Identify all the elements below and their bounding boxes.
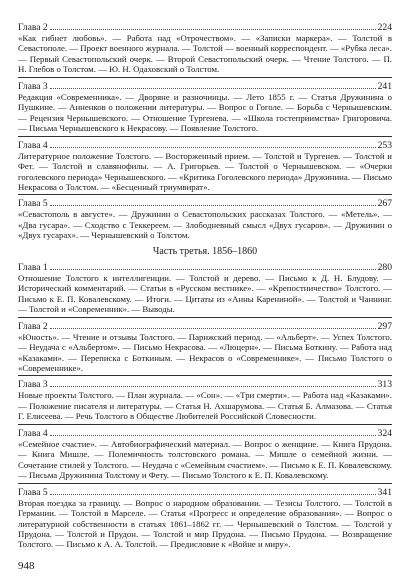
chapter-title: Глава 2 [18,22,48,33]
toc-heading [18,321,392,332]
dot-leader [50,494,376,495]
chapter-title: Глава 5 [18,198,48,210]
chapter-title: Глава 4 [18,427,48,439]
chapter-summary: Литературное положение Толстого. — Восторженный прием. — Толстой и Тургенев. — Толстой и Фет. — Толстой и славянофилы. — А. Григорьев. — Толстой о Чернышевском. — «Очерки гоголевского периода» Чернышевского. — «Критика Гоголевского периода» Дружинина. — Письмо Некрасова о Толстом. — «Бесценный триумвират». [18,150,392,192]
dot-leader [50,386,376,387]
dot-leader [50,205,376,206]
chapter-title: Глава 2 [18,320,48,332]
chapter-title: Глава 1 [18,261,48,273]
part-heading: Часть третья. 1856–1860 [152,245,258,257]
dot-leader [50,328,376,329]
dot-leader [50,147,376,148]
dot-leader [50,269,376,270]
chapter-summary: Редакция «Современника». — Дворяне и разночинцы. — Лето 1855 г. — Статья Дружинина о Пушкине. — Анненков о положении литературы. — Вопрос о Гоголе. — Борьба с Чернышевским. — Рецензия Чернышевского. — Отношение Тургенева. — «Школа гостеприимства» Григоровича. — Письма Чернышевского к Некрасову. — Появление Толстого. [18,91,392,134]
chapter-summary: «Севастополь в августе». — Дружинин о Севастопольских рассказах Толстого. — «Метель». — «Два гусара». — Сходство с Теккереем. — Злободневный смысл «Двух гусаров». — Дружинин о «Двух гусарах». — Чернышевский о Толстом. [18,209,392,241]
divider [18,194,392,195]
chapter-summary: «Юность». — Чтение и отзывы Толстого. — Парижский период. — «Альберт». — Успех Толстого. — Неудача с «Альбертом». — Письмо Некрасова. — «Люцерн». — Письма Боткину. — Работа над «Казаками». — Переписка с Боткиным. — Некрасов о «Современнике». — Письмо Толстого о «Современнике». [18,331,392,373]
page-number: 313 [377,379,392,391]
toc-heading [18,379,392,390]
page-number: 267 [377,198,392,210]
dot-leader [50,435,376,436]
page-number: 253 [377,139,392,151]
toc-heading [18,262,392,273]
table-of-contents [18,20,392,550]
toc-heading [18,428,392,439]
chapter-title: Глава 5 [18,486,48,498]
divider [18,483,392,484]
chapter-summary: «Семейное счастие». — Автобиографический материал. — Вопрос о женщине. — Книга Прудона. — Книга Мишле. — Полемичность толстовского романа. — Мишле о семейной жизни. — Сочетание стилей у Толстого. — Неудача с «Семейным счастием». — Письмо к Е. П. Ковалевскому. — Письма Дружинина Толстому и Фету. — Письмо Толстого к Е. П. Ковалевскому. [18,438,392,481]
chapter-title: Глава 3 [18,379,48,391]
chapter-title: Глава 3 [18,80,48,92]
divider [18,424,392,425]
page-number: 297 [377,320,392,332]
dot-leader [50,88,376,89]
chapter-summary: «Как гибнет любовь». — Работа над «Отрочеством». — «Записки маркера». — Толстой в Севастополе. — Проект военного журнала. — Толстой — военный корреспондент. — «Рубка леса». — Первый Севастопольский очерк. — Второй Севастопольский очерк. — Чтение Толстого. — П. Н. Глебов о Толстом. — Ю. Н. Одаховский о Толстом. [18,33,392,75]
dot-leader [50,29,376,30]
divider [18,375,392,376]
page-number: 241 [377,80,392,92]
chapter-title: Глава 4 [18,139,48,151]
chapter-summary: Отношение Толстого к интеллигенции. — Толстой и дерево. — Письмо к Д. Н. Блудову. — Исторический комментарий. — Статьи в «Русском вестнике». — «Крепостничество» Толстого. — Письмо к Е. П. Ковалевскому. — Итоги. — Цитаты из «Анны Карениной». — Толстой и Чаннинг. — Толстой и «Современник». — Выводы. [18,272,392,315]
toc-heading [18,198,392,209]
divider [18,317,392,318]
page-number: 324 [377,427,392,439]
chapter-summary: Новые проекты Толстого. — План журнала. — «Сон». — «Три смерти». — Работа над «Казаками». — Положение писателя и литературы. — Статья Н. Ахшарумова. — Статья Б. Алмазова. — Статья Г. Елисеева. — Речь Толстого в Обществе Любителей Российской Словесности. [18,390,392,422]
divider [18,77,392,78]
divider [18,136,392,137]
toc-heading [18,487,392,498]
page-number: 224 [377,22,392,33]
toc-heading [18,22,392,33]
toc-heading [18,81,392,92]
toc-heading [18,140,392,151]
page-number: 280 [377,261,392,273]
page-folio: 948 [18,560,35,572]
chapter-summary: Вторая поездка за границу. — Вопрос о народном образовании. — Тезисы Толстого. — Толстой в Германии. — Толстой в Марселе. — Статья «Прогресс и определение образования». — Вопрос о литературной собственности в статьях 1861–1862 гг. — Чернышевский о Толстом. — Толстой у Прудона. — Толстой и Прудон. — Толстой и мир Прудона. — Письмо Прудона. — Возвращение Толстого. — Письмо к А. А. Толстой. — Предисловие к «Войне и миру». [18,497,392,550]
page-number: 341 [377,486,392,498]
